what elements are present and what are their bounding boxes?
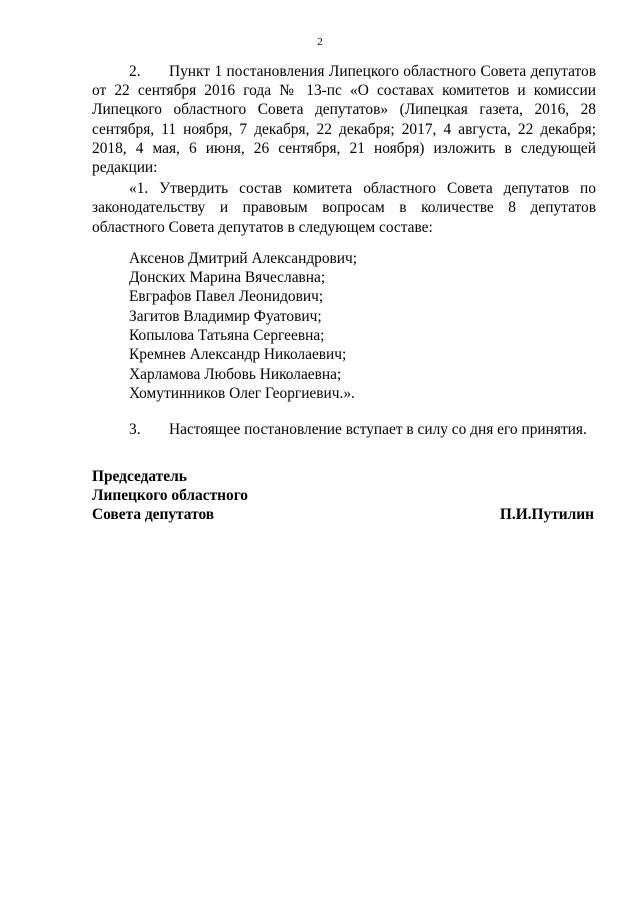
page-number: 2 bbox=[317, 36, 323, 48]
member-item: Евграфов Павел Леонидович; bbox=[129, 288, 324, 306]
signature-block bbox=[92, 468, 596, 524]
member-item: Харламова Любовь Николаевна; bbox=[129, 365, 342, 383]
signature-title-line-3 bbox=[92, 506, 596, 525]
member-item: Хомутинников Олег Георгиевич.». bbox=[129, 384, 355, 402]
signature-title-line-1: Председатель bbox=[92, 468, 187, 485]
member-item: Копылова Татьяна Сергеевна; bbox=[129, 327, 325, 345]
signature-title-text: Совета депутатов bbox=[92, 505, 215, 523]
quoted-paragraph: «1. Утвердить состав комитета областного Совета депутатов по законодательству и правовым вопросам в количестве 8 депутатов областного Совета депутатов в следующем составе: bbox=[92, 180, 596, 236]
paragraph-3-number: 3. bbox=[129, 421, 141, 439]
committee-member-list bbox=[92, 249, 596, 403]
signatory-name: П.И.Путилин bbox=[499, 505, 594, 523]
member-item: Загитов Владимир Фуатович; bbox=[129, 307, 322, 325]
signature-title-line-2: Липецкого областного bbox=[92, 486, 249, 504]
paragraph-2-text: Пункт 1 постановления Липецкого областного Совета депутатов от 22 сентября 2016 года № 13-пс «О составах комитетов и комиссии Липецкого областного Совета депутатов» (Липецкая газета, 2016, 28 сентября, 11 ноября, 7 декабря, 22 декабря; 2017, 4 августа, 22 декабря; 2018, 4 мая, 6 июня, 26 сентября, 21 ноября) изложить в следующей редакции: bbox=[92, 63, 596, 177]
paragraph-3 bbox=[92, 420, 596, 439]
member-item: Аксенов Дмитрий Александрович; bbox=[129, 249, 358, 267]
paragraph-2 bbox=[92, 62, 596, 177]
paragraph-2-number: 2. bbox=[129, 63, 141, 80]
member-item: Донских Марина Вячеславна; bbox=[129, 269, 326, 287]
member-item: Кремнев Александр Николаевич; bbox=[129, 346, 347, 364]
document-body bbox=[92, 62, 596, 439]
paragraph-3-text: Настоящее постановление вступает в силу со дня его принятия. bbox=[169, 421, 587, 439]
